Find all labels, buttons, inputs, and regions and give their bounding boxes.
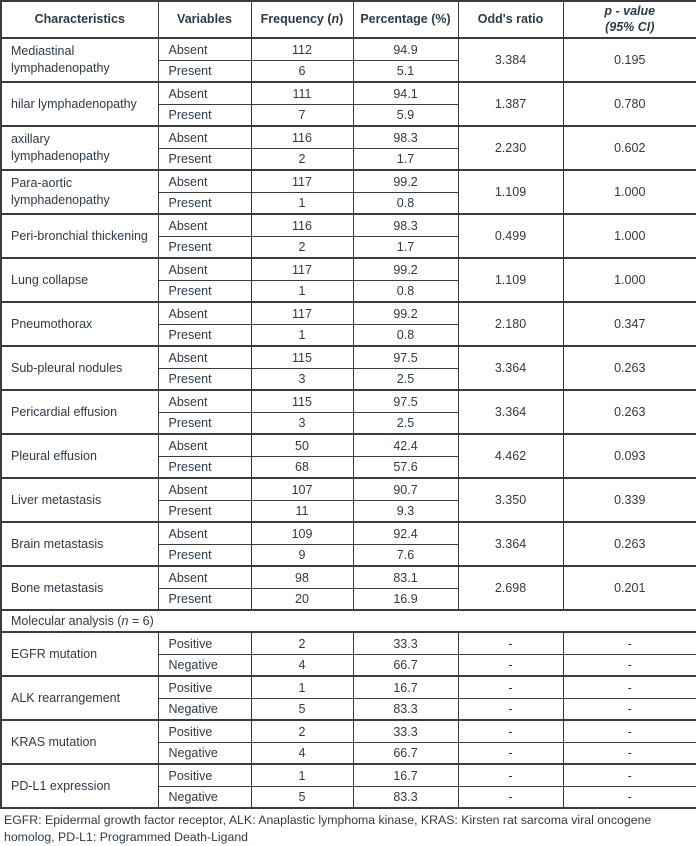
table-body [1,38,696,808]
characteristic-cell: Mediastinal lymphadenopathy [1,38,158,82]
percentage-cell: 7.6 [353,544,458,566]
characteristic-cell: PD-L1 expression [1,764,158,808]
variable-cell: Absent [158,434,251,456]
percentage-cell: 2.5 [353,412,458,434]
section-header-row [1,610,696,632]
variable-cell: Present [158,236,251,258]
odds-ratio-cell: - [458,676,563,698]
variable-cell: Positive [158,720,251,742]
p-value-cell: - [563,720,696,742]
variable-cell: Present [158,280,251,302]
frequency-cell: 1 [251,324,353,346]
frequency-cell: 2 [251,720,353,742]
section-title-text: Molecular analysis ( [11,614,122,629]
percentage-cell: 16.7 [353,676,458,698]
col-header-frequency [251,1,353,38]
percentage-cell: 92.4 [353,522,458,544]
section-header-cell [1,610,696,632]
table-row [1,390,696,412]
percentage-cell: 0.8 [353,192,458,214]
characteristic-cell: ALK rearrangement [1,676,158,720]
percentage-cell: 42.4 [353,434,458,456]
frequency-n-symbol: n [331,11,340,26]
frequency-cell: 117 [251,170,353,192]
frequency-cell: 112 [251,38,353,60]
odds-ratio-cell: 2.180 [458,302,563,346]
frequency-cell: 5 [251,698,353,720]
percentage-cell: 1.7 [353,236,458,258]
percentage-cell: 94.9 [353,38,458,60]
odds-ratio-cell: 1.109 [458,258,563,302]
percentage-cell: 9.3 [353,500,458,522]
characteristic-cell: Pleural effusion [1,434,158,478]
odds-ratio-cell: 0.499 [458,214,563,258]
frequency-cell: 116 [251,126,353,148]
p-value-cell: 0.780 [563,82,696,126]
odds-ratio-cell: - [458,764,563,786]
p-value-label-line1: p - value [604,4,656,18]
odds-ratio-cell: 4.462 [458,434,563,478]
variable-cell: Present [158,456,251,478]
percentage-cell: 94.1 [353,82,458,104]
p-value-label-line2: (95% CI) [605,19,655,34]
frequency-cell: 107 [251,478,353,500]
frequency-cell: 50 [251,434,353,456]
table-row [1,764,696,786]
characteristic-cell: axillary lymphadenopathy [1,126,158,170]
variable-cell: Present [158,544,251,566]
variable-cell: Negative [158,654,251,676]
percentage-cell: 1.7 [353,148,458,170]
odds-ratio-cell: - [458,698,563,720]
frequency-cell: 117 [251,258,353,280]
variable-cell: Absent [158,170,251,192]
variable-cell: Positive [158,632,251,654]
table-row [1,302,696,324]
table-row [1,82,696,104]
odds-ratio-cell: 1.109 [458,170,563,214]
table-row [1,258,696,280]
percentage-cell: 5.1 [353,60,458,82]
characteristic-cell: EGFR mutation [1,632,158,676]
frequency-cell: 6 [251,60,353,82]
variable-cell: Present [158,324,251,346]
percentage-cell: 16.9 [353,588,458,610]
p-value-cell: 0.195 [563,38,696,82]
characteristic-cell: Para-aortic lymphadenopathy [1,170,158,214]
frequency-cell: 111 [251,82,353,104]
p-value-cell: - [563,632,696,654]
variable-cell: Positive [158,764,251,786]
percentage-cell: 97.5 [353,346,458,368]
variable-cell: Absent [158,522,251,544]
header-row [1,1,696,38]
odds-ratio-cell: - [458,742,563,764]
odds-ratio-cell: - [458,720,563,742]
odds-ratio-cell: - [458,654,563,676]
table-row [1,522,696,544]
section-title-n-symbol: n [121,614,129,629]
percentage-cell: 16.7 [353,764,458,786]
p-value-cell: 1.000 [563,170,696,214]
percentage-cell: 99.2 [353,302,458,324]
characteristic-cell: Sub-pleural nodules [1,346,158,390]
frequency-cell: 2 [251,236,353,258]
col-header-p-value [563,1,696,38]
table-row [1,676,696,698]
percentage-cell: 97.5 [353,390,458,412]
variable-cell: Absent [158,302,251,324]
odds-ratio-cell: 3.350 [458,478,563,522]
variable-cell: Absent [158,478,251,500]
percentage-cell: 33.3 [353,632,458,654]
p-value-cell: - [563,676,696,698]
frequency-cell: 116 [251,214,353,236]
variable-cell: Absent [158,126,251,148]
variable-cell: Present [158,148,251,170]
characteristic-cell: hilar lymphadenopathy [1,82,158,126]
variable-cell: Present [158,500,251,522]
frequency-cell: 115 [251,346,353,368]
variable-cell: Absent [158,258,251,280]
p-value-cell: 0.602 [563,126,696,170]
characteristic-cell: Bone metastasis [1,566,158,610]
col-header-characteristics: Characteristics [1,1,158,38]
p-value-cell: - [563,742,696,764]
frequency-cell: 11 [251,500,353,522]
percentage-cell: 83.3 [353,698,458,720]
percentage-cell: 99.2 [353,258,458,280]
frequency-label-close: ) [339,11,344,26]
odds-ratio-cell: 2.230 [458,126,563,170]
p-value-cell: 0.263 [563,390,696,434]
variable-cell: Present [158,412,251,434]
percentage-cell: 83.3 [353,786,458,808]
odds-ratio-cell: 3.364 [458,346,563,390]
col-header-variables: Variables [158,1,251,38]
table-row [1,214,696,236]
percentage-cell: 0.8 [353,324,458,346]
odds-ratio-cell: 1.387 [458,82,563,126]
characteristic-cell: KRAS mutation [1,720,158,764]
table-header [1,1,696,38]
variable-cell: Present [158,192,251,214]
odds-ratio-cell: 2.698 [458,566,563,610]
variable-cell: Absent [158,38,251,60]
percentage-cell: 57.6 [353,456,458,478]
table-row [1,346,696,368]
p-value-cell: 0.347 [563,302,696,346]
frequency-cell: 98 [251,566,353,588]
variable-cell: Absent [158,566,251,588]
variable-cell: Negative [158,742,251,764]
variable-cell: Absent [158,390,251,412]
percentage-cell: 5.9 [353,104,458,126]
variable-cell: Present [158,60,251,82]
percentage-cell: 66.7 [353,654,458,676]
p-value-cell: 0.263 [563,346,696,390]
variable-cell: Present [158,104,251,126]
variable-cell: Positive [158,676,251,698]
characteristic-cell: Peri-bronchial thickening [1,214,158,258]
odds-ratio-cell: 3.364 [458,522,563,566]
table-row [1,632,696,654]
variable-cell: Present [158,368,251,390]
p-value-cell: 1.000 [563,214,696,258]
percentage-cell: 98.3 [353,126,458,148]
frequency-cell: 117 [251,302,353,324]
odds-ratio-cell: - [458,786,563,808]
frequency-cell: 4 [251,654,353,676]
footnote: EGFR: Epidermal growth factor receptor, ALK: Anaplastic lymphoma kinase, KRAS: Kirsten rat sarcoma viral oncogene homolog, PD-L1: Programmed Death-Ligand [4,813,652,845]
p-value-cell: - [563,698,696,720]
p-value-cell: 0.201 [563,566,696,610]
frequency-cell: 5 [251,786,353,808]
variable-cell: Negative [158,786,251,808]
frequency-cell: 3 [251,412,353,434]
p-value-cell: - [563,764,696,786]
frequency-cell: 3 [251,368,353,390]
percentage-cell: 66.7 [353,742,458,764]
frequency-cell: 4 [251,742,353,764]
percentage-cell: 0.8 [353,280,458,302]
frequency-cell: 7 [251,104,353,126]
characteristic-cell: Liver metastasis [1,478,158,522]
section-title-text-close: = 6) [128,614,154,629]
variable-cell: Present [158,588,251,610]
table-row [1,478,696,500]
variable-cell: Absent [158,346,251,368]
frequency-cell: 109 [251,522,353,544]
p-value-cell: 0.093 [563,434,696,478]
frequency-cell: 68 [251,456,353,478]
percentage-cell: 2.5 [353,368,458,390]
col-header-percentage: Percentage (%) [353,1,458,38]
frequency-cell: 1 [251,280,353,302]
frequency-cell: 2 [251,148,353,170]
characteristic-cell: Pericardial effusion [1,390,158,434]
percentage-cell: 99.2 [353,170,458,192]
odds-ratio-cell: - [458,632,563,654]
table-row [1,566,696,588]
table-row [1,126,696,148]
frequency-label: Frequency ( [260,11,332,26]
col-header-odds-ratio: Odd's ratio [458,1,563,38]
frequency-cell: 20 [251,588,353,610]
variable-cell: Absent [158,82,251,104]
frequency-cell: 9 [251,544,353,566]
p-value-cell: 1.000 [563,258,696,302]
frequency-cell: 1 [251,192,353,214]
p-value-cell: 0.263 [563,522,696,566]
characteristic-cell: Brain metastasis [1,522,158,566]
characteristic-cell: Pneumothorax [1,302,158,346]
table-row [1,720,696,742]
odds-ratio-cell: 3.384 [458,38,563,82]
percentage-cell: 33.3 [353,720,458,742]
variable-cell: Negative [158,698,251,720]
p-value-cell: - [563,786,696,808]
frequency-cell: 1 [251,676,353,698]
p-value-cell: - [563,654,696,676]
characteristic-cell: Lung collapse [1,258,158,302]
percentage-cell: 98.3 [353,214,458,236]
variable-cell: Absent [158,214,251,236]
percentage-cell: 90.7 [353,478,458,500]
table-row [1,38,696,60]
frequency-cell: 2 [251,632,353,654]
percentage-cell: 83.1 [353,566,458,588]
table-row [1,434,696,456]
frequency-cell: 115 [251,390,353,412]
table-row [1,170,696,192]
odds-ratio-cell: 3.364 [458,390,563,434]
frequency-cell: 1 [251,764,353,786]
p-value-cell: 0.339 [563,478,696,522]
